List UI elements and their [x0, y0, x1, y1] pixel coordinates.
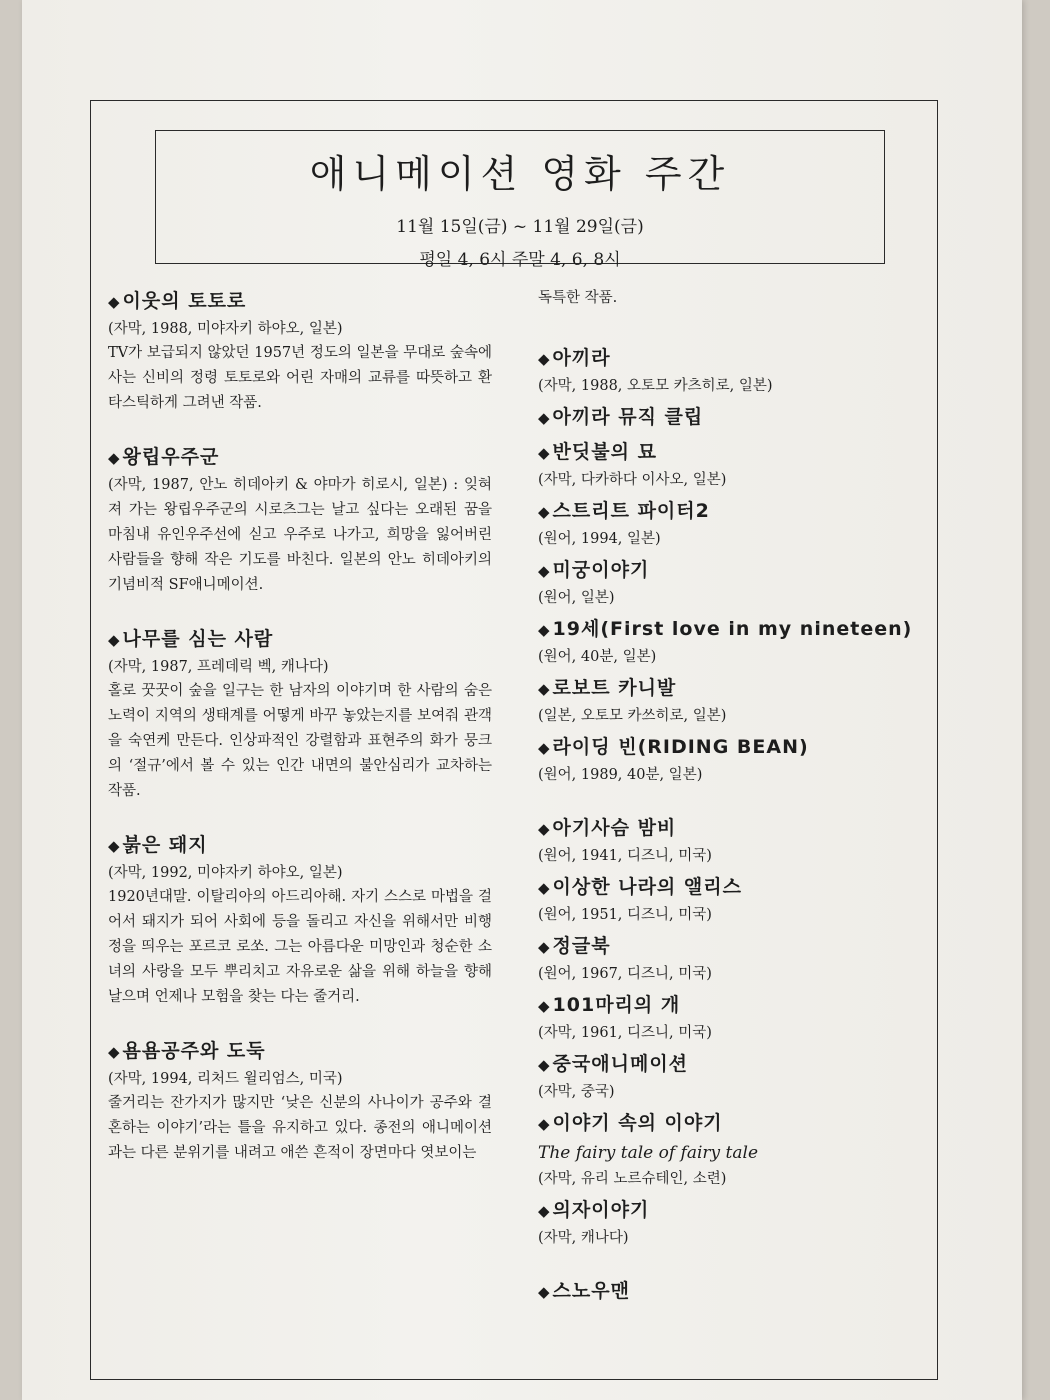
film-entry	[538, 343, 918, 398]
film-title: ◆ 아기사슴 밤비	[538, 817, 677, 839]
film-info: (자막, 1992, 미야자키 하야오, 일본)	[108, 865, 343, 881]
left-column	[108, 286, 492, 1192]
diamond-bullet-icon: ◆	[538, 1056, 551, 1074]
film-entry	[108, 830, 492, 1010]
film-info: (자막, 1987, 프레데릭 벡, 캐나다)	[108, 659, 329, 675]
diamond-bullet-icon: ◆	[108, 837, 121, 855]
film-description: 홀로 꿋꿋이 숲을 일구는 한 남자의 이야기며 한 사람의 숨은 노력이 지역의 생태계를 어떻게 바꾸 놓았는지를 보여줘 관객을 숙연케 만든다. 인상파적인 강렬함과 표현주의 화가 뭉크의 ‘절규’에서 볼 수 있는 인간 내면의 불안심리가 교차하는 작품.	[108, 683, 492, 799]
diamond-bullet-icon: ◆	[538, 820, 551, 838]
film-title: ◆ 라이딩 빈(RIDING BEAN)	[538, 736, 809, 758]
diamond-bullet-icon: ◆	[108, 1043, 121, 1061]
film-entry	[538, 555, 918, 610]
diamond-bullet-icon: ◆	[538, 1202, 551, 1220]
film-title: ◆ 이웃의 토토로	[108, 290, 247, 312]
film-title: ◆ 중국애니메이션	[538, 1053, 689, 1075]
right-column	[538, 286, 918, 1311]
film-entry	[108, 286, 492, 416]
film-title: ◆ 이상한 나라의 앨리스	[538, 876, 742, 898]
continued-description: 독특한 작품.	[538, 290, 618, 306]
film-title: ◆ 왕립우주군	[108, 446, 220, 468]
screening-times: 평일 4, 6시 주말 4, 6, 8시	[419, 250, 621, 270]
diamond-bullet-icon: ◆	[538, 879, 551, 897]
diamond-bullet-icon: ◆	[538, 350, 551, 368]
diamond-bullet-icon: ◆	[538, 444, 551, 462]
film-title: ◆ 아끼라	[538, 347, 611, 369]
film-entry	[538, 813, 918, 868]
diamond-bullet-icon: ◆	[108, 631, 121, 649]
film-title: ◆ 스트리트 파이터2	[538, 500, 710, 522]
diamond-bullet-icon: ◆	[538, 1115, 551, 1133]
film-info: (원어, 1967, 디즈니, 미국)	[538, 966, 712, 982]
film-entry	[538, 673, 918, 728]
diamond-bullet-icon: ◆	[538, 409, 551, 427]
film-title: ◆ 19세(First love in my nineteen)	[538, 618, 913, 640]
film-entry	[538, 614, 918, 669]
film-entry	[538, 437, 918, 492]
film-entry	[108, 442, 492, 598]
film-entry	[538, 1195, 918, 1250]
film-info: (원어, 일본)	[538, 590, 615, 606]
film-info: (자막, 1987, 안노 히데아키 & 야마가 히로시, 일본) : 잊혀져 가는 왕립우주군의 시로츠그는 날고 싶다는 오래된 꿈을 마침내 유인우주선에 싣고 우주로 나가고, 희망을 잃어버린 사람들을 향해 작은 기도를 바친다. 일본의 안노 히데아키의 기념비적 SF애니메이션.	[108, 477, 492, 593]
diamond-bullet-icon: ◆	[108, 449, 121, 467]
film-title: ◆ 이야기 속의 이야기	[538, 1112, 723, 1134]
diamond-bullet-icon: ◆	[538, 938, 551, 956]
film-title: ◆ 욤욤공주와 도둑	[108, 1040, 266, 1062]
title-box	[155, 130, 885, 270]
film-title: ◆ 스노우맨	[538, 1280, 630, 1302]
film-title: ◆ 정글북	[538, 935, 611, 957]
film-info: (일본, 오토모 카쓰히로, 일본)	[538, 708, 727, 724]
film-entry	[538, 402, 918, 433]
film-info: (원어, 1951, 디즈니, 미국)	[538, 907, 712, 923]
film-entry	[108, 1036, 492, 1166]
page-title: 애니메이션 영화 주간	[309, 152, 731, 196]
film-info: (원어, 1989, 40분, 일본)	[538, 767, 703, 783]
diamond-bullet-icon: ◆	[538, 739, 551, 757]
film-title: ◆ 나무를 심는 사람	[108, 628, 274, 650]
film-entry	[538, 990, 918, 1045]
film-entry	[108, 624, 492, 804]
film-title: ◆ 101마리의 개	[538, 994, 681, 1016]
film-info: (자막, 중국)	[538, 1084, 615, 1100]
film-entry	[538, 496, 918, 551]
film-title: ◆ 로보트 카니발	[538, 677, 677, 699]
film-title: ◆ 붉은 돼지	[108, 834, 208, 856]
film-entry	[538, 732, 918, 787]
film-english-title: The fairy tale of fairy tale	[538, 1143, 759, 1163]
film-info: (자막, 캐나다)	[538, 1230, 629, 1246]
diamond-bullet-icon: ◆	[538, 1283, 551, 1301]
screening-dates: 11월 15일(금) ~ 11월 29일(금)	[396, 217, 644, 237]
film-entry	[538, 931, 918, 986]
film-info: (원어, 1994, 일본)	[538, 531, 661, 547]
film-info: (원어, 1941, 디즈니, 미국)	[538, 848, 712, 864]
film-description: 줄거리는 잔가지가 많지만 ‘낮은 신분의 사나이가 공주와 결혼하는 이야기’라는 틀을 유지하고 있다. 종전의 애니메이션과는 다른 분위기를 내려고 애쓴 흔적이 장면마다 엿보이는	[108, 1095, 492, 1161]
diamond-bullet-icon: ◆	[108, 293, 121, 311]
diamond-bullet-icon: ◆	[538, 680, 551, 698]
film-title: ◆ 반딧불의 묘	[538, 441, 657, 463]
film-entry	[538, 1108, 918, 1191]
film-info: (원어, 40분, 일본)	[538, 649, 657, 665]
diamond-bullet-icon: ◆	[538, 621, 551, 639]
film-entry	[538, 1049, 918, 1104]
film-info: (자막, 1988, 오토모 카츠히로, 일본)	[538, 378, 773, 394]
film-entry	[538, 1276, 918, 1307]
film-info: (자막, 1994, 리처드 윌리엄스, 미국)	[108, 1071, 343, 1087]
film-info: (자막, 1988, 미야자키 하야오, 일본)	[108, 321, 343, 337]
diamond-bullet-icon: ◆	[538, 997, 551, 1015]
film-description: 1920년대말. 이탈리아의 아드리아해. 자기 스스로 마법을 걸어서 돼지가 되어 사회에 등을 돌리고 자신을 위해서만 비행정을 띄우는 포르코 로쏘. 그는 아름다운 미망인과 청순한 소녀의 사랑을 모두 뿌리치고 자유로운 삶을 위해 하늘을 향해 날으며 언제나 모험을 찾는 다는 줄거리.	[108, 889, 492, 1005]
film-title: ◆ 미궁이야기	[538, 559, 650, 581]
film-info: (자막, 1961, 디즈니, 미국)	[538, 1025, 712, 1041]
film-info: (자막, 유리 노르슈테인, 소련)	[538, 1171, 727, 1187]
film-title: ◆ 아끼라 뮤직 클립	[538, 406, 704, 428]
film-info: (자막, 다카하다 이사오, 일본)	[538, 472, 727, 488]
diamond-bullet-icon: ◆	[538, 503, 551, 521]
diamond-bullet-icon: ◆	[538, 562, 551, 580]
film-entry	[538, 872, 918, 927]
film-description: TV가 보급되지 않았던 1957년 정도의 일본을 무대로 숲속에 사는 신비의 정령 토토로와 어린 자매의 교류를 따뜻하고 환타스틱하게 그려낸 작품.	[108, 345, 492, 411]
film-title: ◆ 의자이야기	[538, 1199, 650, 1221]
